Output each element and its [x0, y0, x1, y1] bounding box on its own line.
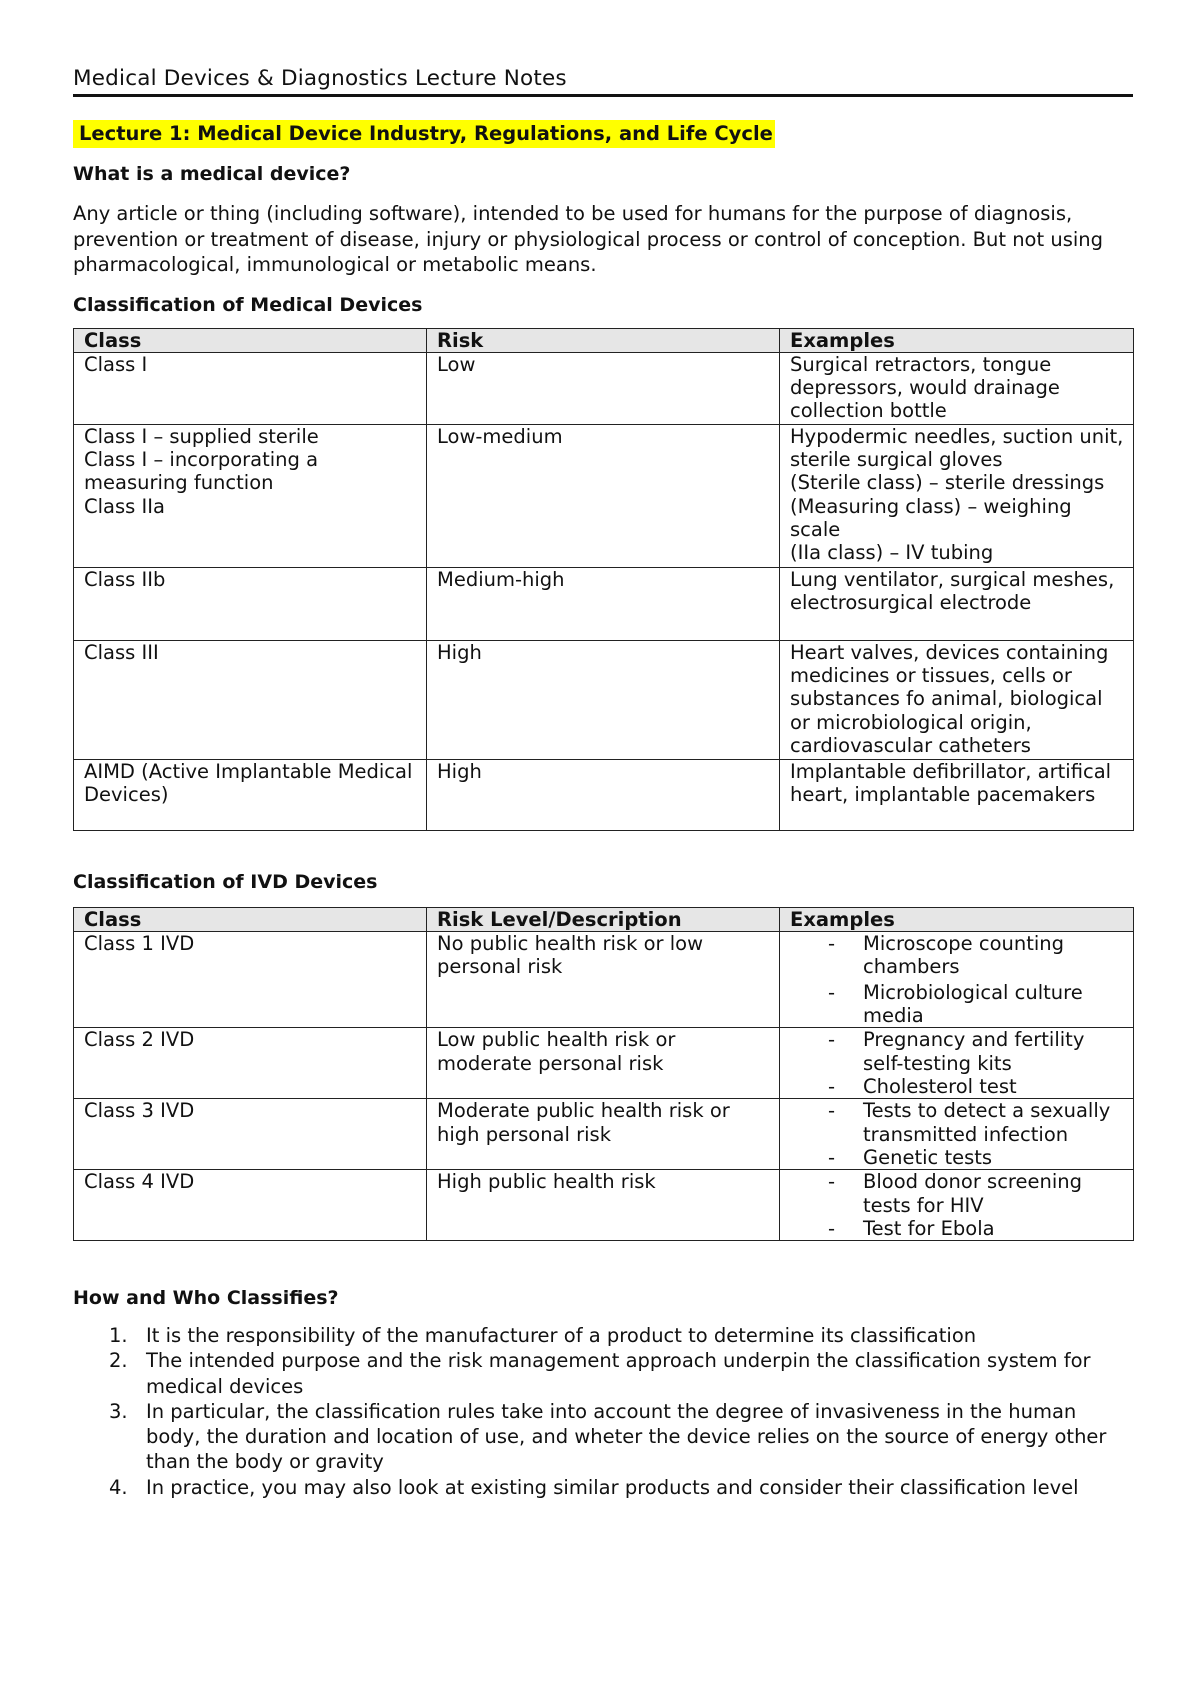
class-line: Class I — [84, 352, 148, 376]
column-header-examples: Examples — [780, 328, 1134, 352]
example-text: Test for Ebola — [863, 1216, 995, 1240]
example-text: Tests to detect a sexually transmitted infection — [863, 1099, 1111, 1146]
example-list — [790, 1170, 1124, 1240]
table-row — [74, 1028, 1134, 1099]
risk-cell: High public health risk — [427, 1170, 780, 1241]
example-text: Microscope counting chambers — [863, 932, 1065, 979]
list-item-text: The intended purpose and the risk management approach underpin the classification system for medical devices — [146, 1349, 1091, 1398]
list-item: 4. In practice, you may also look at existing similar products and consider their classification level — [109, 1475, 1079, 1499]
list-item: - Cholesterol test — [828, 1074, 1017, 1098]
class-cell — [74, 352, 427, 424]
list-item: - Pregnancy and fertility self-testing kits — [828, 1028, 1085, 1075]
class-line: Class IIa — [84, 494, 165, 518]
column-header-class: Class — [74, 907, 427, 931]
list-item: 2. The intended purpose and the risk management approach underpin the classification system for medical devices — [109, 1349, 1091, 1398]
table-row — [74, 759, 1134, 830]
list-item: - Test for Ebola — [828, 1216, 995, 1240]
list-item-text: It is the responsibility of the manufacturer of a product to determine its classification — [146, 1324, 977, 1348]
risk-cell: Low — [427, 352, 780, 424]
medical-classification-heading: Classification of Medical Devices — [73, 293, 423, 316]
definition-heading: What is a medical device? — [73, 163, 351, 185]
examples-cell — [780, 1099, 1134, 1170]
risk-cell: High — [427, 640, 780, 759]
example-text: Cholesterol test — [863, 1074, 1017, 1098]
table-row — [74, 1170, 1134, 1241]
list-item-text: In particular, the classification rules take into account the degree of invasiveness in the human body, the duration and location of use, and wheter the device relies on the source of energy other than the body or gravity — [146, 1399, 1107, 1474]
class-cell: Class 1 IVD — [74, 932, 427, 1028]
example-line: Heart valves, devices containing medicines or tissues, cells or substances fo animal, biological or microbiological origin, cardiovascular catheters — [790, 640, 1109, 757]
example-line: Surgical retractors, tongue depressors, would drainage collection bottle — [790, 352, 1060, 423]
risk-cell: Low-medium — [427, 424, 780, 567]
column-header-risk-level: Risk Level/Description — [427, 907, 780, 931]
class-line: Class I – incorporating a measuring function — [84, 448, 319, 495]
example-list — [790, 932, 1124, 1027]
ivd-classification-table — [73, 907, 1134, 1241]
examples-cell — [780, 352, 1134, 424]
class-cell: Class 4 IVD — [74, 1170, 427, 1241]
example-line: (Sterile class) – sterile dressings — [790, 471, 1105, 495]
ivd-classification-heading: Classification of IVD Devices — [73, 870, 378, 893]
table-row — [74, 932, 1134, 1028]
document-page — [73, 64, 1133, 1500]
example-text: Microbiological culture media — [863, 980, 1083, 1027]
column-header-examples: Examples — [780, 907, 1134, 931]
risk-cell: High — [427, 759, 780, 830]
lecture-heading-text: Lecture 1: Medical Device Industry, Regulations, and Life Cycle — [73, 120, 775, 148]
document-title: Medical Devices & Diagnostics Lecture Notes — [73, 64, 1133, 97]
lecture-heading — [73, 119, 1133, 149]
list-item: - Microscope counting chambers — [828, 932, 1065, 979]
examples-cell — [780, 759, 1134, 830]
example-line: Lung ventilator, surgical meshes, electrosurgical electrode — [790, 567, 1115, 615]
examples-cell — [780, 932, 1134, 1028]
table-row — [74, 567, 1134, 640]
class-cell — [74, 567, 427, 640]
examples-cell — [780, 1170, 1134, 1241]
column-header-risk: Risk — [427, 328, 780, 352]
list-item: - Blood donor screening tests for HIV — [828, 1170, 1083, 1217]
class-cell — [74, 640, 427, 759]
risk-cell: No public health risk or low personal risk — [427, 932, 780, 1028]
risk-cell: Moderate public health risk or high personal risk — [427, 1099, 780, 1170]
table-row — [74, 1099, 1134, 1170]
example-text: Blood donor screening tests for HIV — [863, 1170, 1083, 1217]
definition-paragraph: Any article or thing (including software), intended to be used for humans for the purpose of diagnosis, prevention or treatment of disease, injury or physiological process or control of conception. But not using pharmacological, immunological or metabolic means. — [73, 202, 1104, 276]
risk-cell: Medium-high — [427, 567, 780, 640]
table-header-row — [74, 328, 1134, 352]
list-item: - Microbiological culture media — [828, 980, 1083, 1027]
examples-cell — [780, 567, 1134, 640]
table-header-row — [74, 907, 1134, 931]
list-item-text: In practice, you may also look at existing similar products and consider their classification level — [146, 1475, 1079, 1499]
class-cell — [74, 759, 427, 830]
examples-cell — [780, 640, 1134, 759]
class-cell: Class 2 IVD — [74, 1028, 427, 1099]
example-line: Implantable defibrillator, artifical heart, implantable pacemakers — [790, 759, 1112, 807]
example-line: Hypodermic needles, suction unit, sterile surgical gloves — [790, 424, 1124, 472]
table-row — [74, 352, 1134, 424]
list-item: - Genetic tests — [828, 1145, 993, 1169]
table-row — [74, 424, 1134, 567]
list-item: 3. In particular, the classification rules take into account the degree of invasiveness in the human body, the duration and location of use, and wheter the device relies on the source of energy other than the body or gravity — [109, 1399, 1107, 1474]
examples-cell — [780, 1028, 1134, 1099]
class-line: Class III — [84, 640, 159, 664]
example-line: (Measuring class) – weighing scale — [790, 494, 1072, 541]
class-cell — [74, 424, 427, 567]
example-list — [790, 1099, 1124, 1169]
list-item: 1. It is the responsibility of the manufacturer of a product to determine its classification — [109, 1324, 977, 1348]
risk-cell: Low public health risk or moderate personal risk — [427, 1028, 780, 1099]
example-list — [790, 1028, 1124, 1098]
class-cell: Class 3 IVD — [74, 1099, 427, 1170]
example-text: Genetic tests — [863, 1145, 993, 1169]
examples-cell — [780, 424, 1134, 567]
how-classifies-list — [73, 1323, 1133, 1499]
medical-classification-table — [73, 328, 1134, 831]
example-text: Pregnancy and fertility self-testing kits — [863, 1028, 1085, 1075]
class-line: Class IIb — [84, 567, 166, 591]
how-classifies-heading: How and Who Classifies? — [73, 1287, 339, 1310]
class-line: AIMD (Active Implantable Medical Devices) — [84, 759, 413, 807]
list-item: - Tests to detect a sexually transmitted infection — [828, 1099, 1111, 1146]
example-line: (IIa class) – IV tubing — [790, 541, 994, 565]
table-row — [74, 640, 1134, 759]
column-header-class: Class — [74, 328, 427, 352]
class-line: Class I – supplied sterile — [84, 424, 319, 448]
